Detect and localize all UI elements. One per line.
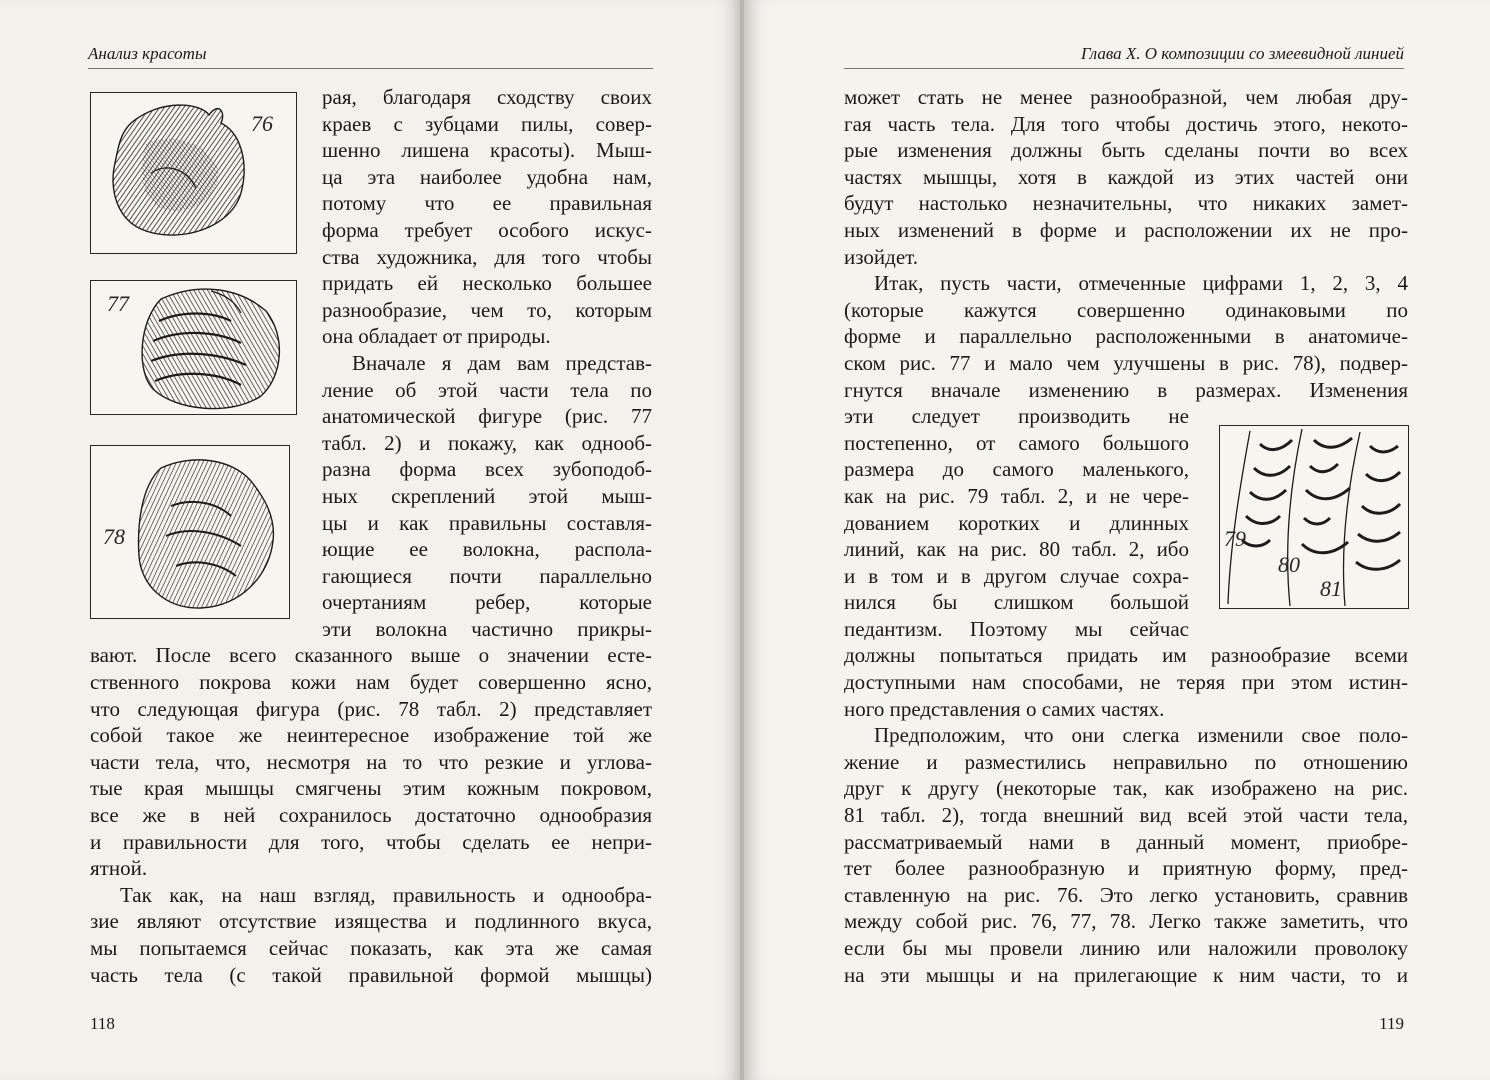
text-line: ца эта наиболее удобна нам, <box>322 164 652 189</box>
text-line: должны попытаться придать им разнообразие всеми <box>844 643 1408 668</box>
text-line: размера до самого маленького, <box>844 457 1189 482</box>
text-line: Предположим, что они слегка изменили свое поло- <box>874 723 1408 748</box>
right-header-rule <box>844 68 1404 69</box>
text-line: изойдет. <box>844 244 919 269</box>
text-line: форме и параллельно расположенными в анатомиче- <box>844 324 1408 349</box>
text-line: потому что ее правильная <box>322 191 652 216</box>
text-line: мы попытаемся сейчас показать, как эта же самая <box>90 936 652 960</box>
right-running-head: Глава X. О композиции со змеевидной линией <box>1080 44 1404 63</box>
text-line: очертаниям ребер, которые <box>322 590 652 615</box>
text-line: ного представления о самих частях. <box>844 696 1165 721</box>
text-line: гающиеся почти параллельно <box>322 563 652 588</box>
text-line: табл. 2) и покажу, как однооб- <box>322 430 652 455</box>
text-line: форма требует особого искус- <box>322 217 652 242</box>
text-line: на эти мышцы и на прилегающие к ним части, то и <box>844 962 1408 987</box>
text-line: рая, благодаря сходству своих <box>322 85 652 109</box>
figure-78-label: 78 <box>103 524 125 549</box>
left-page-number: 118 <box>90 1014 115 1033</box>
text-line: цы и как правильны составля- <box>322 510 652 535</box>
left-page <box>0 0 742 1080</box>
text-line: ющие ее волокна, распола- <box>322 537 652 562</box>
text-line: ском рис. 77 и мало чем улучшены в рис. 78), подвер- <box>844 350 1408 375</box>
text-line: как на рис. 79 табл. 2, и не чере- <box>844 483 1189 508</box>
text-line: частях мышцы, хотя в каждой из этих частей они <box>844 164 1408 189</box>
text-line: линий, как на рис. 80 табл. 2, ибо <box>844 537 1189 562</box>
text-line: ственного покрова кожи нам будет совершенно ясно, <box>90 670 652 695</box>
text-line: разна форма всех зубоподоб- <box>322 457 652 482</box>
figure-81-label: 81 <box>1320 576 1342 601</box>
text-line: нился бы слишком большой <box>844 590 1189 615</box>
text-line: доступными нам способами, не теряя при этом истин- <box>844 670 1408 695</box>
text-line: Так как, на наш взгляд, правильность и однообра- <box>120 882 652 907</box>
left-header-rule <box>88 68 653 69</box>
text-line: анатомической фигуре (рис. 77 <box>322 404 652 429</box>
text-line: если бы мы провели линию или наложили проволоку <box>844 936 1408 960</box>
figure-77-label: 77 <box>107 291 129 316</box>
text-line: тые края мышцы смягчены этим кожным покровом, <box>90 776 652 801</box>
text-line: части тела, что, несмотря на то что резкие и углова- <box>90 749 652 774</box>
text-line: будут настолько незначительны, что никаких замет- <box>844 191 1408 216</box>
text-line: дованием коротких и длинных <box>844 510 1189 535</box>
text-line: и правильности для того, чтобы сделать ее непри- <box>90 829 652 854</box>
text-line: эти следует производить не <box>844 404 1189 429</box>
text-line: тет более разнообразную и приятную форму, пред- <box>844 856 1408 881</box>
text-line: Итак, пусть части, отмеченные цифрами 1, 2, 3, 4 <box>874 271 1408 296</box>
figure-80-label: 80 <box>1278 552 1300 577</box>
text-line: жение и разместились неправильно по отношению <box>844 749 1408 774</box>
text-line: Вначале я дам вам представ- <box>352 350 652 375</box>
text-line: эти волокна частично прикры- <box>322 616 652 641</box>
text-line: гнутся вначале изменению в размерах. Изменения <box>844 377 1408 402</box>
text-line: друг к другу (некоторые так, как изображено на рис. <box>844 776 1408 801</box>
text-line: собой такое же неинтересное изображение той же <box>90 723 652 748</box>
text-line: что следующая фигура (рис. 78 табл. 2) представляет <box>90 696 652 721</box>
text-line: она обладает от природы. <box>322 324 551 349</box>
text-line: вают. После всего сказанного выше о значении есте- <box>90 643 652 668</box>
text-line: (которые кажутся совершенно одинаковыми по <box>844 297 1408 322</box>
left-running-head: Анализ красоты <box>88 44 207 63</box>
text-line: педантизм. Поэтому мы сейчас <box>844 616 1189 641</box>
text-line: 81 табл. 2), тогда внешний вид всей этой части тела, <box>844 803 1408 828</box>
text-line: гая часть тела. Для того чтобы достичь этого, некото- <box>844 111 1408 136</box>
text-line: шенно лишена красоты). Мыш- <box>322 138 652 163</box>
text-line: ных изменений в форме и расположении их не про- <box>844 217 1408 242</box>
text-line: может стать не менее разнообразной, чем любая дру- <box>844 85 1408 109</box>
text-line: разнообразие, чем то, которым <box>322 297 652 322</box>
right-page-text <box>844 84 1408 988</box>
text-line: ставленную на рис. 76. Это легко установить, сравнив <box>844 882 1408 907</box>
text-line: рые изменения должны быть сделаны почти во всех <box>844 138 1408 163</box>
text-line: все же в ней сохранилось достаточно однообразия <box>90 803 652 828</box>
text-line: между собой рис. 76, 77, 78. Легко также заметить, что <box>844 909 1408 934</box>
text-line: рассматриваемый нами в данный момент, приобре- <box>844 829 1408 854</box>
text-line: и в том и в другом случае сохра- <box>844 563 1189 588</box>
text-line: постепенно, от самого большого <box>844 430 1189 455</box>
text-line: часть тела (с такой правильной формой мышцы) <box>90 962 652 987</box>
text-line: ятной. <box>90 856 148 881</box>
right-page-number: 119 <box>1379 1014 1404 1033</box>
right-page <box>744 0 1490 1080</box>
text-line: краев с зубцами пилы, совер- <box>322 111 652 136</box>
text-line: придать ей несколько большее <box>322 271 652 296</box>
figure-79-label: 79 <box>1224 526 1246 551</box>
text-line: ление об этой части тела по <box>322 377 652 402</box>
text-line: зие являют отсутствие изящества и подлинного вкуса, <box>90 909 652 934</box>
figure-76-label: 76 <box>251 111 273 136</box>
left-page-text <box>90 84 652 988</box>
text-line: ных скреплений этой мыш- <box>322 483 652 508</box>
text-line: ства художника, для того чтобы <box>322 244 652 269</box>
